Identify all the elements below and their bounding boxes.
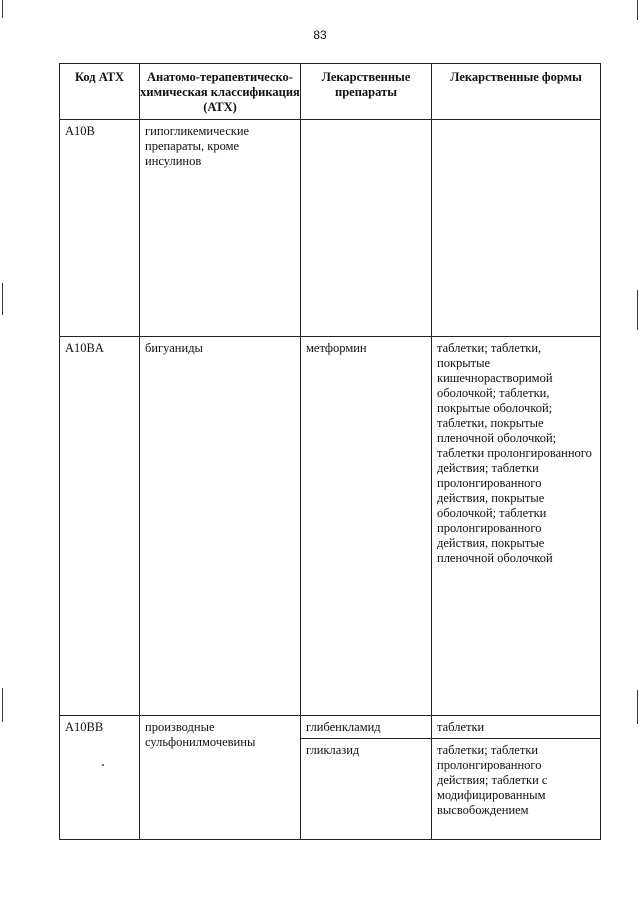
header-code: Код АТХ (60, 64, 140, 120)
cell-classification: бигуаниды (140, 337, 301, 716)
cell-code: A10BA (60, 337, 140, 716)
cell-forms: таблетки; таблетки, покрытые кишечнорастворимой оболочкой; таблетки, покрытые оболочкой; таблетки, покрытые пленочной оболочкой; таблетки пролонгированного действия; таблетки пролонгированного действия, покрытые оболочкой; таблетки пролонгированного действия, покрытые пленочной оболочкой (432, 337, 601, 716)
header-drugs: Лекарственные препараты (301, 64, 432, 120)
cell-code: A10BB (60, 716, 140, 840)
scan-edge-mark (2, 688, 3, 722)
scan-edge-mark (637, 690, 638, 724)
cell-classification: гипогликемические препараты, кроме инсулинов (140, 120, 301, 337)
scan-speck (102, 764, 104, 766)
scan-edge-mark (2, 283, 3, 315)
cell-code: A10B (60, 120, 140, 337)
header-classification: Анатомо-терапевтическо-химическая классификация (АТХ) (140, 64, 301, 120)
cell-drug: гликлазид (301, 739, 432, 840)
cell-classification: производные сульфонилмочевины (140, 716, 301, 840)
cell-forms: таблетки; таблетки пролонгированного действия; таблетки с модифицированным высвобождением (432, 739, 601, 840)
header-forms: Лекарственные формы (432, 64, 601, 120)
cell-forms (432, 120, 601, 337)
atx-classification-table (59, 63, 601, 840)
cell-drug (301, 120, 432, 337)
scan-edge-mark (2, 0, 3, 18)
cell-forms: таблетки (432, 716, 601, 739)
table-row (60, 716, 601, 739)
header-row (60, 64, 601, 120)
cell-drug: метформин (301, 337, 432, 716)
scan-edge-mark (637, 0, 638, 20)
scan-edge-mark (637, 290, 638, 330)
table-row (60, 337, 601, 716)
cell-drug: глибенкламид (301, 716, 432, 739)
page-number: 83 (313, 28, 327, 42)
table-row (60, 120, 601, 337)
